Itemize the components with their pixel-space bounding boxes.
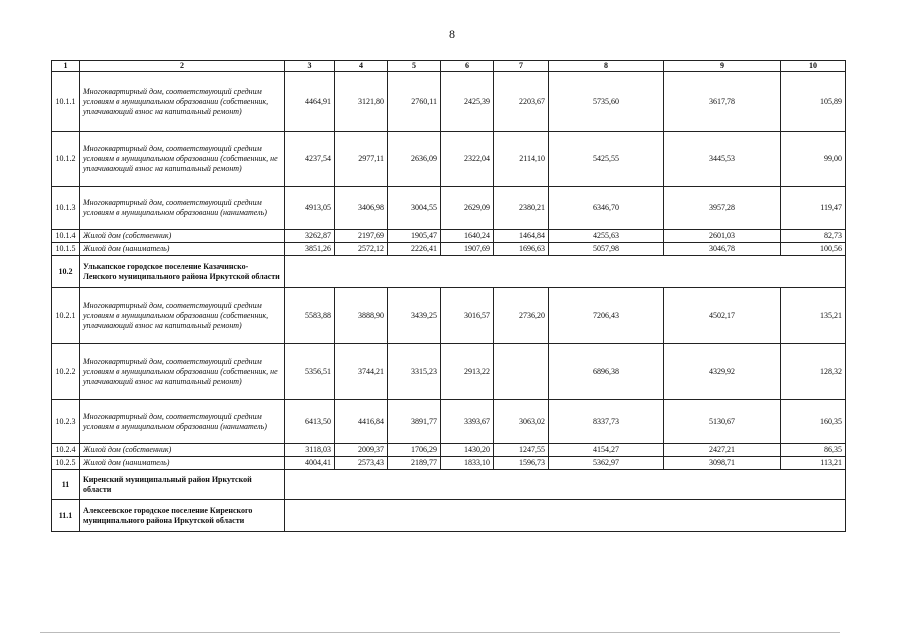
row-description: Жилой дом (наниматель) [80,457,285,470]
value-cell: 2427,21 [664,444,781,457]
page-number: 8 [449,27,455,41]
table-row [52,457,846,470]
value-cell: 3063,02 [494,400,549,444]
value-cell: 4004,41 [285,457,335,470]
value-cell: 1907,69 [441,243,494,256]
value-cell: 3046,78 [664,243,781,256]
value-cell: 2601,03 [664,230,781,243]
value-cell: 1696,63 [494,243,549,256]
value-cell: 6413,50 [285,400,335,444]
value-cell: 4154,27 [549,444,664,457]
value-cell: 5425,55 [549,132,664,187]
row-description: Улькапское городское поселение Казачинско-Ленского муниципального района Иркутской области [80,256,285,288]
value-cell: 105,89 [781,72,846,132]
row-number: 10.1.4 [52,230,80,243]
value-cell: 2572,12 [335,243,388,256]
value-cell: 2977,11 [335,132,388,187]
empty-cells [285,470,846,500]
value-cell: 2573,43 [335,457,388,470]
value-cell: 5362,97 [549,457,664,470]
column-header: 6 [441,61,494,72]
value-cell: 2322,04 [441,132,494,187]
value-cell: 1905,47 [388,230,441,243]
value-cell: 4502,17 [664,288,781,344]
row-number: 10.2.5 [52,457,80,470]
column-header: 9 [664,61,781,72]
row-description: Многоквартирный дом, соответствующий средним условиям в муниципальном образовании (собственник, не уплачивающий взнос на капитальный ремонт) [80,132,285,187]
value-cell: 1640,24 [441,230,494,243]
value-cell: 1596,73 [494,457,549,470]
value-cell: 1706,29 [388,444,441,457]
value-cell: 82,73 [781,230,846,243]
value-cell: 1247,55 [494,444,549,457]
row-number: 11.1 [52,500,80,532]
value-cell: 8337,73 [549,400,664,444]
section-row [52,470,846,500]
row-number: 10.1.1 [52,72,80,132]
value-cell: 100,56 [781,243,846,256]
value-cell: 119,47 [781,187,846,230]
table-row [52,132,846,187]
value-cell: 2189,77 [388,457,441,470]
scan-edge-line [40,632,840,633]
row-description: Алексеевское городское поселение Киренского муниципального района Иркутской области [80,500,285,532]
column-header: 5 [388,61,441,72]
row-description: Многоквартирный дом, соответствующий средним условиям в муниципальном образовании (собственник, уплачивающий взнос на капитальный ремонт) [80,288,285,344]
section-row [52,500,846,532]
row-number: 10.1.5 [52,243,80,256]
column-header: 1 [52,61,80,72]
column-header: 3 [285,61,335,72]
value-cell: 5356,51 [285,344,335,400]
value-cell: 3617,78 [664,72,781,132]
table-header-row [52,61,846,72]
value-cell: 4237,54 [285,132,335,187]
column-header: 4 [335,61,388,72]
empty-cells [285,500,846,532]
row-description: Киренский муниципальный район Иркутской области [80,470,285,500]
value-cell: 3406,98 [335,187,388,230]
value-cell: 135,21 [781,288,846,344]
table-row [52,243,846,256]
row-number: 10.2.1 [52,288,80,344]
value-cell: 160,35 [781,400,846,444]
empty-cells [285,256,846,288]
value-cell: 1833,10 [441,457,494,470]
row-description: Жилой дом (наниматель) [80,243,285,256]
value-cell: 1464,84 [494,230,549,243]
row-description: Многоквартирный дом, соответствующий средним условиям в муниципальном образовании (наниматель) [80,187,285,230]
column-header: 8 [549,61,664,72]
row-number: 10.2.2 [52,344,80,400]
row-description: Жилой дом (собственник) [80,230,285,243]
value-cell: 4416,84 [335,400,388,444]
value-cell: 86,35 [781,444,846,457]
tariff-table [51,60,846,532]
value-cell: 3121,80 [335,72,388,132]
value-cell: 4329,92 [664,344,781,400]
value-cell: 5583,88 [285,288,335,344]
value-cell: 3445,53 [664,132,781,187]
value-cell: 7206,43 [549,288,664,344]
table-row [52,344,846,400]
row-description: Многоквартирный дом, соответствующий средним условиям в муниципальном образовании (собственник, уплачивающий взнос на капитальный ремонт) [80,72,285,132]
value-cell: 6896,38 [549,344,664,400]
value-cell: 128,32 [781,344,846,400]
value-cell: 3744,21 [335,344,388,400]
column-header: 10 [781,61,846,72]
value-cell: 2009,37 [335,444,388,457]
value-cell: 2629,09 [441,187,494,230]
row-number: 10.2.4 [52,444,80,457]
value-cell: 1430,20 [441,444,494,457]
value-cell: 99,00 [781,132,846,187]
value-cell: 2760,11 [388,72,441,132]
row-number: 10.2.3 [52,400,80,444]
value-cell: 113,21 [781,457,846,470]
value-cell: 2636,09 [388,132,441,187]
row-number: 11 [52,470,80,500]
value-cell: 2736,20 [494,288,549,344]
table-row [52,400,846,444]
value-cell: 4255,63 [549,230,664,243]
table-row [52,230,846,243]
column-header: 7 [494,61,549,72]
row-number: 10.1.3 [52,187,80,230]
value-cell: 2114,10 [494,132,549,187]
row-description: Многоквартирный дом, соответствующий средним условиям в муниципальном образовании (наниматель) [80,400,285,444]
table-row [52,72,846,132]
value-cell: 4913,05 [285,187,335,230]
value-cell: 2197,69 [335,230,388,243]
value-cell: 3439,25 [388,288,441,344]
column-header: 2 [80,61,285,72]
value-cell: 3891,77 [388,400,441,444]
value-cell: 2380,21 [494,187,549,230]
value-cell: 2226,41 [388,243,441,256]
value-cell: 3315,23 [388,344,441,400]
value-cell [494,344,549,400]
table-row [52,288,846,344]
value-cell: 3888,90 [335,288,388,344]
row-description: Многоквартирный дом, соответствующий средним условиям в муниципальном образовании (собственник, не уплачивающий взнос на капитальный ремонт) [80,344,285,400]
row-description: Жилой дом (собственник) [80,444,285,457]
value-cell: 2425,39 [441,72,494,132]
row-number: 10.1.2 [52,132,80,187]
table-row [52,444,846,457]
value-cell: 3004,55 [388,187,441,230]
value-cell: 4464,91 [285,72,335,132]
row-number: 10.2 [52,256,80,288]
value-cell: 2203,67 [494,72,549,132]
table-row [52,187,846,230]
value-cell: 3851,26 [285,243,335,256]
value-cell: 3016,57 [441,288,494,344]
value-cell: 3118,03 [285,444,335,457]
value-cell: 3957,28 [664,187,781,230]
value-cell: 5735,60 [549,72,664,132]
value-cell: 3262,87 [285,230,335,243]
value-cell: 3098,71 [664,457,781,470]
section-row [52,256,846,288]
value-cell: 6346,70 [549,187,664,230]
value-cell: 3393,67 [441,400,494,444]
value-cell: 5130,67 [664,400,781,444]
value-cell: 5057,98 [549,243,664,256]
value-cell: 2913,22 [441,344,494,400]
